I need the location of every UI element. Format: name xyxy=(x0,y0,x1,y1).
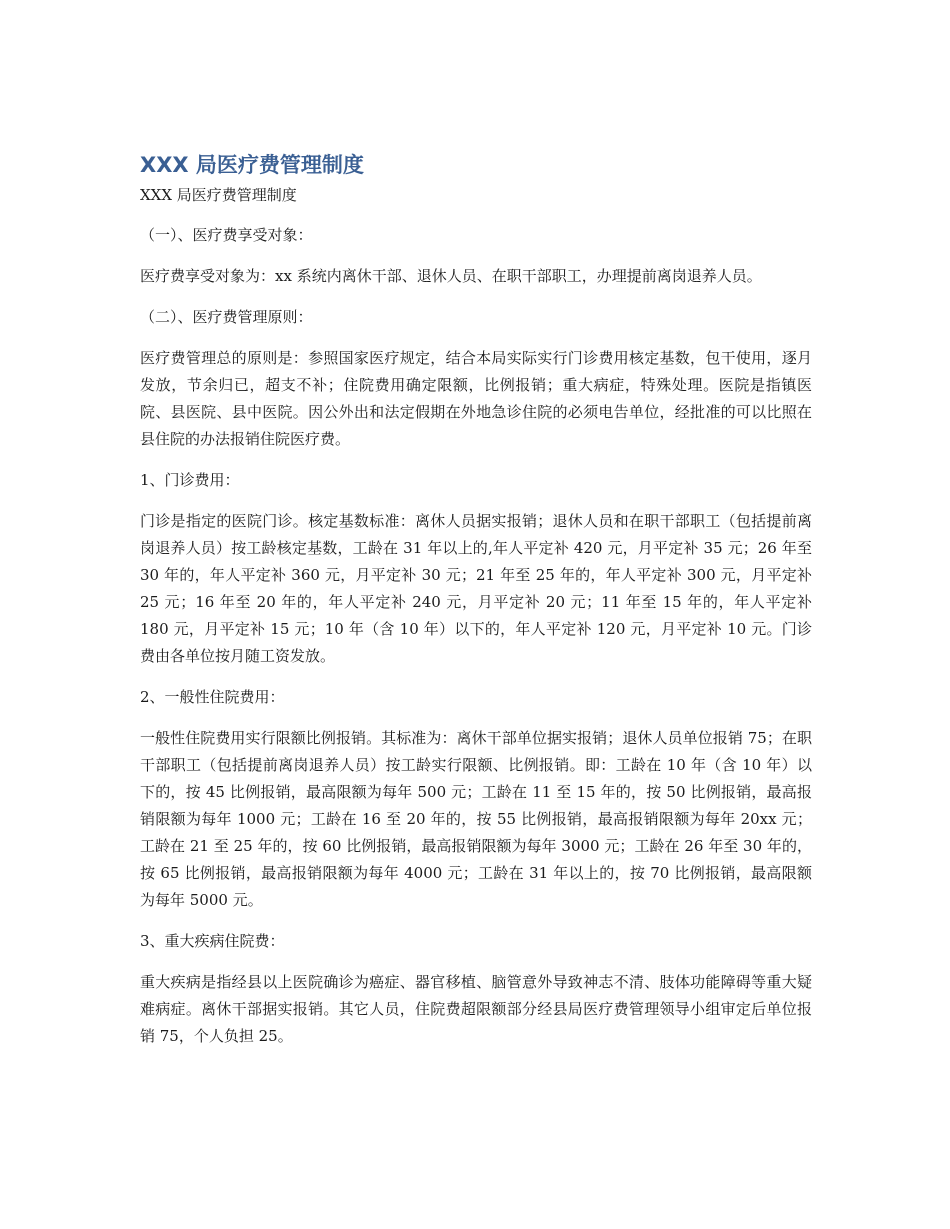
section1-heading: （一）、医疗费享受对象： xyxy=(140,226,313,244)
item3-heading: 3、重大疾病住院费： xyxy=(140,932,285,950)
section1-body: 医疗费享受对象为：xx 系统内离休干部、退休人员、在职干部职工，办理提前离岗退养人员。 xyxy=(140,267,762,285)
item1-heading: 1、门诊费用： xyxy=(140,471,240,489)
item2-body: 一般性住院费用实行限额比例报销。其标准为：离休干部单位据实报销；退休人员单位报销 75；在职干部职工（包括提前离岗退养人员）按工龄实行限额、比例报销。即：工龄在 10 年（含 10 年）以下的，按 45 比例报销，最高限额为每年 500 元；工龄在 11 至 15 年的，按 50 比例报销，最高报销限额为每年 1000 元；工龄在 16 至 20 年的，按 55 比例报销，最高报销限额为每年 20xx 元；工龄在 21 至 25 年的，按 60 比例报销，最高报销限额为每年 3000 元；工龄在 26 年至 30 年的，按 65 比例报销，最高报销限额为每年 4000 元；工龄在 31 年以上的，按 70 比例报销，最高限额为每年 5000 元。 xyxy=(140,729,812,909)
document-subtitle: XXX 局医疗费管理制度 xyxy=(140,186,297,204)
document-title: XXX 局医疗费管理制度 xyxy=(140,153,364,177)
section2-heading: （二）、医疗费管理原则： xyxy=(140,308,313,326)
item2-heading: 2、一般性住院费用： xyxy=(140,688,285,706)
item3-body: 重大疾病是指经县以上医院确诊为癌症、器官移植、脑管意外导致神志不清、肢体功能障碍等重大疑难病症。离休干部据实报销。其它人员，住院费超限额部分经县局医疗费管理领导小组审定后单位报销 75，个人负担 25。 xyxy=(140,973,812,1045)
item1-body: 门诊是指定的医院门诊。核定基数标准：离休人员据实报销；退休人员和在职干部职工（包括提前离岗退养人员）按工龄核定基数，工龄在 31 年以上的,年人平定补 420 元，月平定补 35 元；26 年至 30 年的，年人平定补 360 元，月平定补 30 元；21 年至 25 年的，年人平定补 300 元，月平定补 25 元；16 年至 20 年的，年人平定补 240 元，月平定补 20 元；11 年至 15 年的，年人平定补 180 元，月平定补 15 元；10 年（含 10 年）以下的，年人平定补 120 元，月平定补 10 元。门诊费由各单位按月随工资发放。 xyxy=(140,512,812,665)
document-page xyxy=(140,150,812,1064)
section2-body: 医疗费管理总的原则是：参照国家医疗规定，结合本局实际实行门诊费用核定基数，包干使用，逐月发放，节余归已，超支不补；住院费用确定限额，比例报销；重大病症，特殊处理。医院是指镇医院、县医院、县中医院。因公外出和法定假期在外地急诊住院的必须电告单位，经批准的可以比照在县住院的办法报销住院医疗费。 xyxy=(140,349,812,448)
